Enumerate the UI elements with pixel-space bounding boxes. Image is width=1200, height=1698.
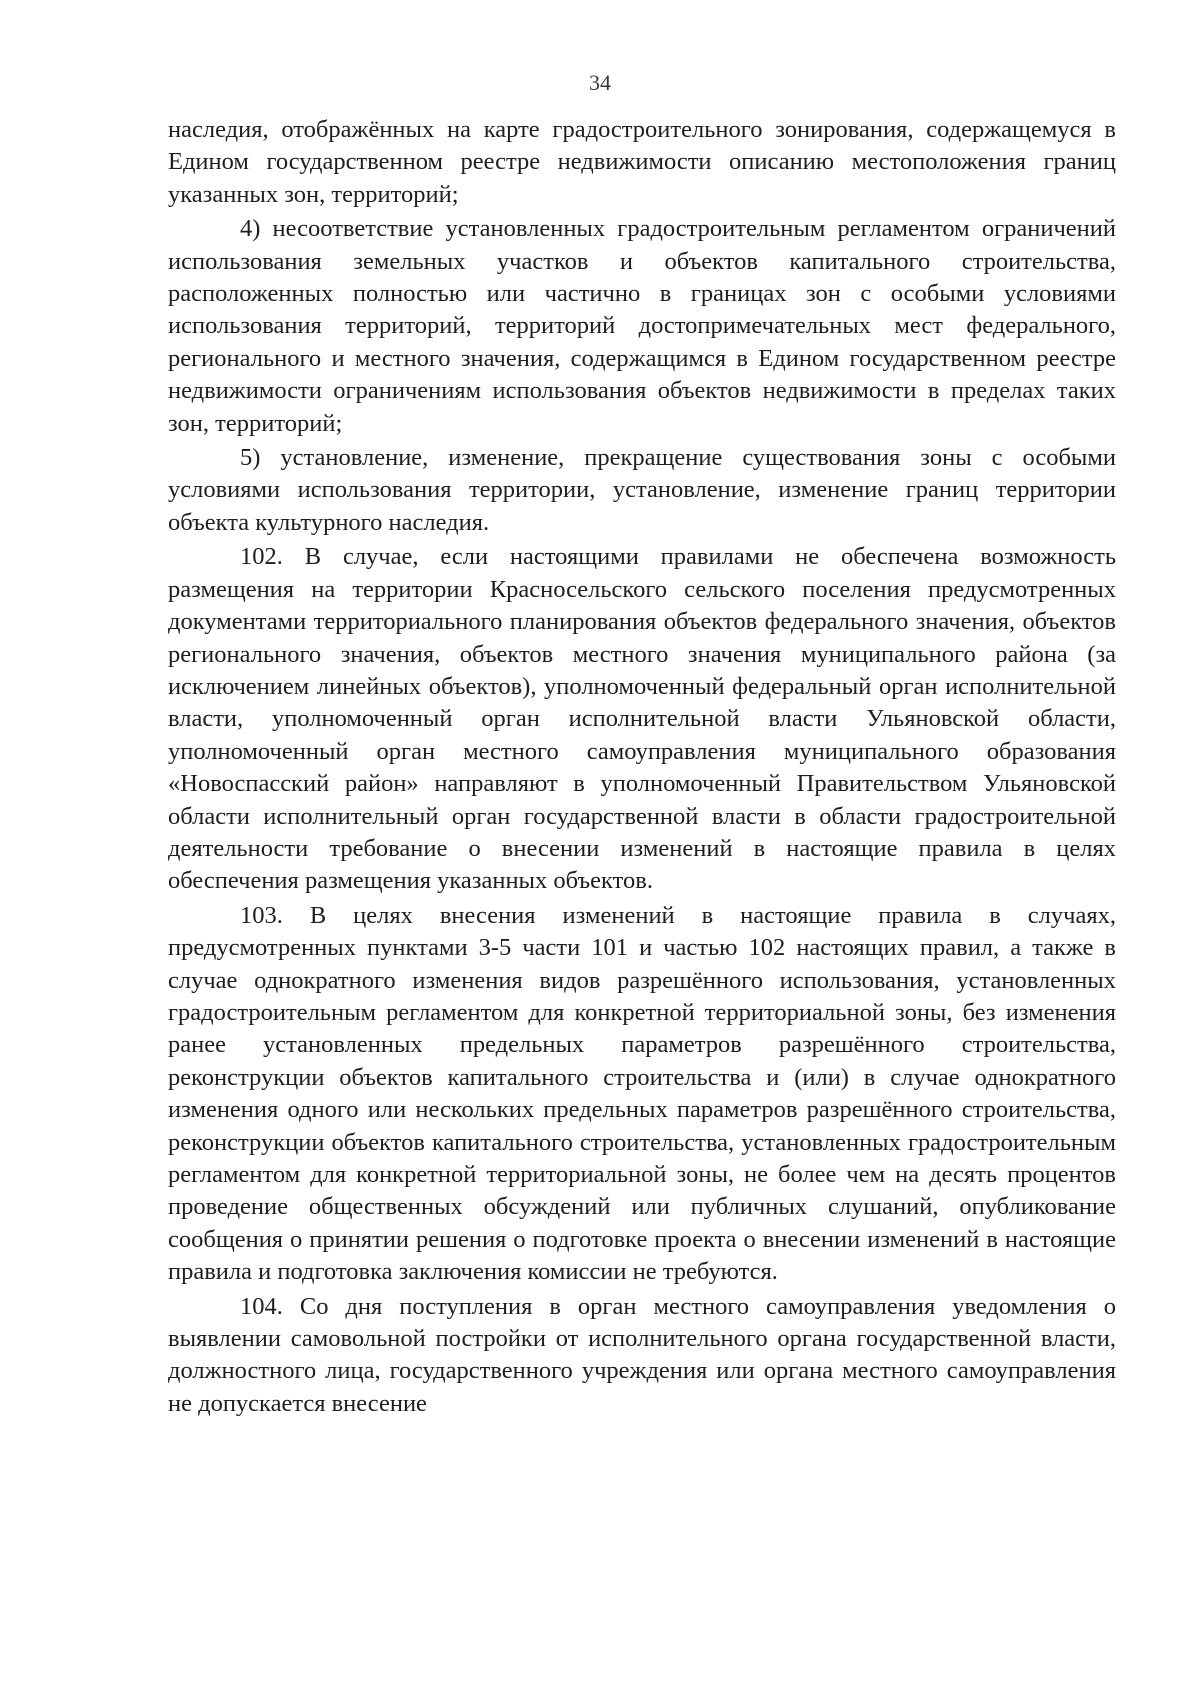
paragraph-clause-104: 104. Со дня поступления в орган местного самоуправления уведомления о выявлении самовольной постройки от исполнительного органа государственной власти, должностного лица, государственного учреждения или органа местного самоуправления не допускается внесение bbox=[168, 1292, 1116, 1417]
page-number: 34 bbox=[589, 70, 611, 95]
document-body bbox=[168, 114, 1116, 1422]
paragraph-item-5: 5) установление, изменение, прекращение существования зоны с особыми условиями использования территории, установление, изменение границ территории объекта культурного наследия. bbox=[168, 444, 1116, 536]
paragraph-clause-103: 103. В целях внесения изменений в настоящие правила в случаях, предусмотренных пунктами 3-5 части 101 и частью 102 настоящих правил, а также в случае однократного изменения видов разрешённого использования, установленных градостроительным регламентом для конкретной территориальной зоны, без изменения ранее установленных предельных параметров разрешённого строительства, реконструкции объектов капитального строительства и (или) в случае однократного изменения одного или нескольких предельных параметров разрешённого строительства, реконструкции объектов капитального строительства, установленных градостроительным регламентом для конкретной территориальной зоны, не более чем на десять процентов проведение общественных обсуждений или публичных слушаний, опубликование сообщения о принятии решения о подготовке проекта о внесении изменений в настоящие правила и подготовка заключения комиссии не требуются. bbox=[168, 901, 1116, 1286]
paragraph-item-4: 4) несоответствие установленных градостроительным регламентом ограничений использования земельных участков и объектов капитального строительства, расположенных полностью или частично в границах зон с особыми условиями использования территорий, территорий достопримечательных мест федерального, регионального и местного значения, содержащимся в Едином государственном реестре недвижимости ограничениям использования объектов недвижимости в пределах таких зон, территорий; bbox=[168, 215, 1116, 437]
paragraph-continuation: наследия, отображённых на карте градостроительного зонирования, содержащемуся в Едином государственном реестре недвижимости описанию местоположения границ указанных зон, территорий; bbox=[168, 116, 1116, 208]
paragraph-clause-102: 102. В случае, если настоящими правилами не обеспечена возможность размещения на территории Красносельского сельского поселения предусмотренных документами территориального планирования объектов федерального значения, объектов регионального значения, объектов местного значения муниципального района (за исключением линейных объектов), уполномоченный федеральный орган исполнительной власти, уполномоченный орган исполнительной власти Ульяновской области, уполномоченный орган местного самоуправления муниципального образования «Новоспасский район» направляют в уполномоченный Правительством Ульяновской области исполнительный орган государственной власти в области градостроительной деятельности требование о внесении изменений в настоящие правила в целях обеспечения размещения указанных объектов. bbox=[168, 543, 1116, 895]
